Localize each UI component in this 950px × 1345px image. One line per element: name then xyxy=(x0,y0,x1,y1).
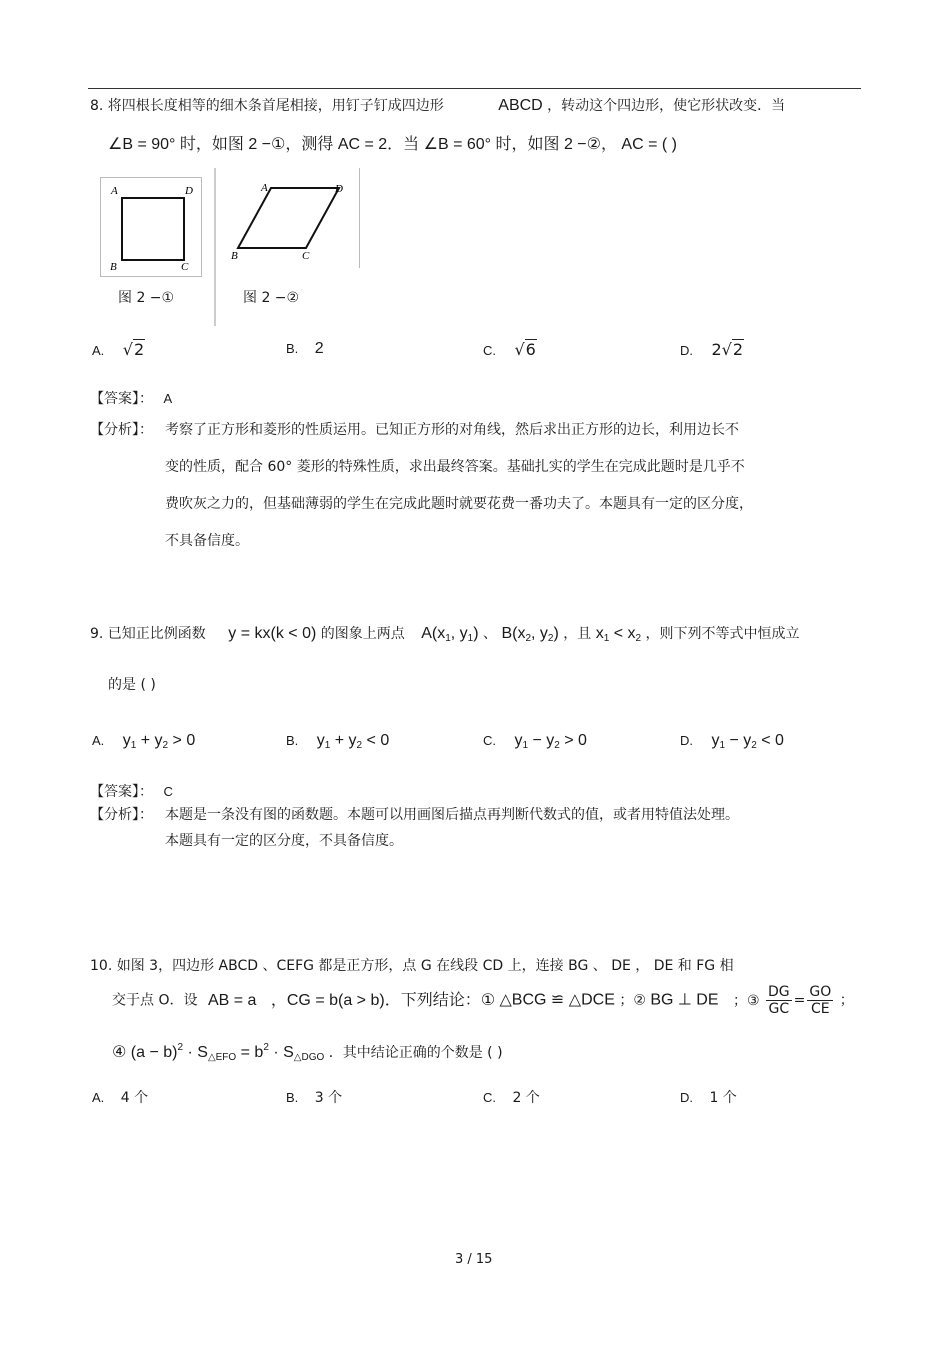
q10-frac1-num: DG xyxy=(768,984,790,1000)
q10-line3b: ．其中结论正确的个数是 ( ) xyxy=(328,1045,503,1061)
q10-fraction-dg-gc xyxy=(766,984,792,1017)
q10-s2-sub: △DGO xyxy=(293,1052,325,1063)
q8-option-c-value: √6 xyxy=(514,340,536,359)
q8-option-c[interactable] xyxy=(483,340,537,359)
q9-option-d[interactable] xyxy=(680,732,784,751)
q10-sq1: 2 xyxy=(177,1042,184,1053)
q9-option-c-letter: C. xyxy=(483,733,496,748)
q9-point-a-x: A(x xyxy=(421,625,446,642)
figure-divider xyxy=(214,168,216,326)
q9-prefix: 9. 已知正比例函数 xyxy=(90,626,206,642)
q8-analysis-line-4: 不具备信度。 xyxy=(165,533,249,549)
q10-line2a: 交于点 O．设 xyxy=(112,992,198,1009)
q9-opt-d-rel: < 0 xyxy=(756,732,784,749)
q10-sq2: 2 xyxy=(263,1042,269,1053)
q10-ab xyxy=(208,992,256,1009)
q9-cond-x1-sub: 1 xyxy=(603,633,610,644)
q8-option-a-value: √2 xyxy=(122,340,145,359)
q10-ab-label: AB xyxy=(207,991,230,1009)
q8-option-d-letter: D. xyxy=(680,343,693,358)
q8-line2: ∠B = 90° 时，如图 2 −①，测得 AC = 2．当 ∠B = 60° 时，如图 2 −②， AC = ( ) xyxy=(108,136,677,153)
q9-separator: 、 xyxy=(483,626,497,642)
q9-option-c[interactable] xyxy=(483,732,587,751)
q9-opt-c-sub2: 2 xyxy=(554,740,560,751)
q9-option-c-expr xyxy=(514,732,587,749)
q8-answer-value: A xyxy=(163,391,173,406)
figure-2-1-caption: 图 2 −① xyxy=(118,290,175,306)
q10-option-b-letter: B. xyxy=(286,1090,299,1105)
q9-point-a-y: , y xyxy=(450,625,468,642)
q9-cond-pre: ，且 xyxy=(563,626,592,642)
q9-opt-c-sub1: 1 xyxy=(522,740,529,751)
q10-option-a[interactable] xyxy=(92,1087,148,1107)
q10-fraction-go-ce xyxy=(807,984,833,1017)
q10-s2-label: · S xyxy=(268,1044,294,1061)
q8-analysis-line-1: 考察了正方形和菱形的性质运用。已知正方形的对角线，然后求出正方形的边长，利用边长不 xyxy=(165,422,739,438)
q10-semicolon: ； xyxy=(839,992,854,1009)
q8-option-a[interactable] xyxy=(92,340,145,359)
q10-option-a-letter: A. xyxy=(92,1090,105,1105)
fig1-label-b: B xyxy=(110,261,117,273)
q8-line1-text: 8. 将四根长度相等的细木条首尾相接，用钉子钉成四边形 xyxy=(90,98,444,114)
q9-option-b-expr xyxy=(317,732,390,749)
q9-mid: 的图象上两点 xyxy=(320,626,405,642)
q10-congruence xyxy=(500,992,615,1009)
q10-frac1-den: GC xyxy=(768,1001,790,1017)
q10-s1-sub: △EFO xyxy=(207,1052,237,1063)
q10-option-a-text: 4 个 xyxy=(120,1090,149,1106)
q8-option-d-coef: 2 xyxy=(711,340,722,359)
q8-option-a-radicand: 2 xyxy=(133,340,145,359)
q9-analysis-line-1: 本题是一条没有图的函数题。本题可以用画图后描点再判断代数式的值，或者用特值法处理。 xyxy=(165,807,739,823)
q9-point-b-y: , y xyxy=(531,625,548,642)
q10-option-b[interactable] xyxy=(286,1087,342,1107)
q9-analysis-label: 【分析】： xyxy=(90,807,153,823)
q9-analysis-line-2: 本题具有一定的区分度，不具备信度。 xyxy=(165,833,403,849)
q10-s1-label: · S xyxy=(183,1044,208,1061)
rhombus-shape xyxy=(238,188,339,248)
q10-perp-sym: ⊥ xyxy=(673,991,697,1009)
q10-c2pre: ；② xyxy=(619,992,646,1009)
fig2-label-c: C xyxy=(302,250,310,262)
q10-perp xyxy=(650,992,718,1009)
q8-option-d-radicand: 2 xyxy=(732,340,744,359)
q10-bg: BG xyxy=(650,991,674,1009)
q9-point-a-end: ) xyxy=(473,625,479,642)
q8-abcd: ABCD xyxy=(498,97,543,114)
q9-cond-x2: < x xyxy=(609,625,636,642)
q9-opt-a-sub1: 1 xyxy=(130,740,137,751)
fig2-label-a: A xyxy=(261,182,268,194)
q9-point-a-x-sub: 1 xyxy=(445,633,451,644)
rhombus-diagram xyxy=(219,168,359,268)
q10-frac2-den: CE xyxy=(811,1001,830,1017)
q10-tri-bcg: △BCG xyxy=(499,991,547,1009)
q8-line1 xyxy=(90,95,785,115)
q8-option-b[interactable] xyxy=(286,340,324,358)
q9-opt-a-y2: + y xyxy=(136,732,163,749)
q9-option-a[interactable] xyxy=(92,732,195,751)
q10-line2b: ，CG = b(a > b)．下列结论：① xyxy=(270,991,496,1009)
square-diagram xyxy=(101,178,201,276)
q9-option-d-expr xyxy=(711,732,784,749)
q10-area-equation xyxy=(112,1044,324,1061)
q8-analysis-label: 【分析】： xyxy=(90,422,153,438)
q8-option-c-letter: C. xyxy=(483,343,496,358)
q9-opt-b-rel: < 0 xyxy=(362,732,390,749)
q10-option-c-letter: C. xyxy=(483,1090,496,1105)
q9-answer-value: C xyxy=(163,784,173,799)
q9-point-b xyxy=(501,625,558,642)
q10-de: DE xyxy=(696,991,719,1009)
fig1-label-d: D xyxy=(185,185,193,197)
q8-analysis-line-2: 变的性质，配合 60° 菱形的特殊性质，求出最终答案。基础扎实的学生在完成此题时是几乎不 xyxy=(165,459,745,475)
q9-opt-a-y1: y xyxy=(122,732,131,749)
q9-opt-d-sub2: 2 xyxy=(751,740,757,751)
q9-opt-b-y2: + y xyxy=(330,732,357,749)
q8-option-c-radicand: 6 xyxy=(525,340,536,359)
q8-answer-label: 【答案】： xyxy=(90,391,153,407)
q9-line1 xyxy=(90,623,800,644)
figure-2-2 xyxy=(219,168,360,268)
q10-option-c-text: 2 个 xyxy=(512,1090,540,1106)
q9-cond-x2-sub: 2 xyxy=(635,633,642,644)
fig2-label-d: D xyxy=(335,183,343,195)
q10-option-d-text: 1 个 xyxy=(709,1090,737,1106)
q9-point-b-x-sub: 2 xyxy=(525,633,532,644)
q9-opt-d-y2: − y xyxy=(725,732,752,749)
q9-opt-c-y1: y xyxy=(514,732,523,749)
q9-opt-b-sub2: 2 xyxy=(356,740,363,751)
figure-2-1 xyxy=(100,177,202,277)
q10-eq-b: = b xyxy=(236,1044,264,1061)
q9-opt-a-sub2: 2 xyxy=(162,740,169,751)
q8-analysis-line-3: 费吹灰之力的，但基础薄弱的学生在完成此题时就要花费一番功夫了。本题具有一定的区分度， xyxy=(165,496,753,512)
figure-2-2-caption: 图 2 −② xyxy=(243,290,300,306)
q9-point-b-x: B(x xyxy=(501,625,526,642)
q9-option-a-expr xyxy=(123,732,196,749)
q10-option-c[interactable] xyxy=(483,1087,540,1107)
q9-opt-b-y1: y xyxy=(316,732,325,749)
q8-option-d[interactable] xyxy=(680,340,744,359)
q9-opt-c-rel: > 0 xyxy=(559,732,587,749)
square-shape xyxy=(122,198,184,260)
q10-line1: 10. 如图 3，四边形 ABCD 、CEFG 都是正方形，点 G 在线段 CD 上，连接 BG 、 DE ， DE 和 FG 相 xyxy=(90,958,734,974)
q8-option-b-value: 2 xyxy=(314,340,324,357)
q10-frac2-num: GO xyxy=(809,984,832,1000)
q9-opt-d-sub1: 1 xyxy=(719,740,726,751)
header-rule xyxy=(88,88,861,89)
q9-option-b-letter: B. xyxy=(286,733,299,748)
q9-option-a-letter: A. xyxy=(92,733,105,748)
q8-line1b: ，转动这个四边形，使它形状改变．当 xyxy=(547,98,786,114)
fig1-label-a: A xyxy=(111,185,118,197)
q8-option-d-value: 2√2 xyxy=(711,340,744,359)
q8-answer xyxy=(90,388,172,408)
q9-point-b-end: ) xyxy=(553,625,559,642)
q9-opt-c-y2: − y xyxy=(528,732,555,749)
page-number: 3 / 15 xyxy=(455,1252,493,1267)
q10-option-b-text: 3 个 xyxy=(314,1090,343,1106)
q10-line2 xyxy=(112,984,854,1017)
q9-answer xyxy=(90,781,173,801)
q9-point-b-y-sub: 2 xyxy=(547,633,554,644)
q9-point-a-y-sub: 1 xyxy=(467,633,474,644)
q9-opt-a-rel: > 0 xyxy=(168,732,196,749)
q9-function: y = kx(k < 0) xyxy=(228,625,317,642)
fig1-label-c: C xyxy=(181,261,189,273)
q9-condition xyxy=(596,625,641,642)
q10-ab-eq: = a xyxy=(229,991,257,1009)
q10-frac-eq: = xyxy=(793,992,806,1009)
q9-suffix: ，则下列不等式中恒成立 xyxy=(645,626,800,642)
q9-opt-b-sub1: 1 xyxy=(324,740,331,751)
q9-answer-label: 【答案】： xyxy=(90,784,153,800)
q10-line3 xyxy=(112,1042,503,1063)
q10-ab-diff: ④ (a − b) xyxy=(112,1044,178,1061)
q8-option-a-letter: A. xyxy=(92,343,105,358)
q9-point-a xyxy=(421,625,478,642)
q10-cong-sym: ≌ xyxy=(546,991,569,1009)
fig2-label-b: B xyxy=(231,250,238,262)
q10-tri-dce: △DCE xyxy=(568,991,615,1009)
q9-option-b[interactable] xyxy=(286,732,389,751)
q10-c3pre: ；③ xyxy=(732,992,760,1009)
q9-cond-x1: x xyxy=(595,625,604,642)
q9-option-d-letter: D. xyxy=(680,733,693,748)
q9-line2: 的是 ( ) xyxy=(108,677,156,693)
q10-option-d-letter: D. xyxy=(680,1090,693,1105)
q9-opt-d-y1: y xyxy=(711,732,720,749)
q10-option-d[interactable] xyxy=(680,1087,737,1107)
q8-option-b-letter: B. xyxy=(286,341,299,356)
